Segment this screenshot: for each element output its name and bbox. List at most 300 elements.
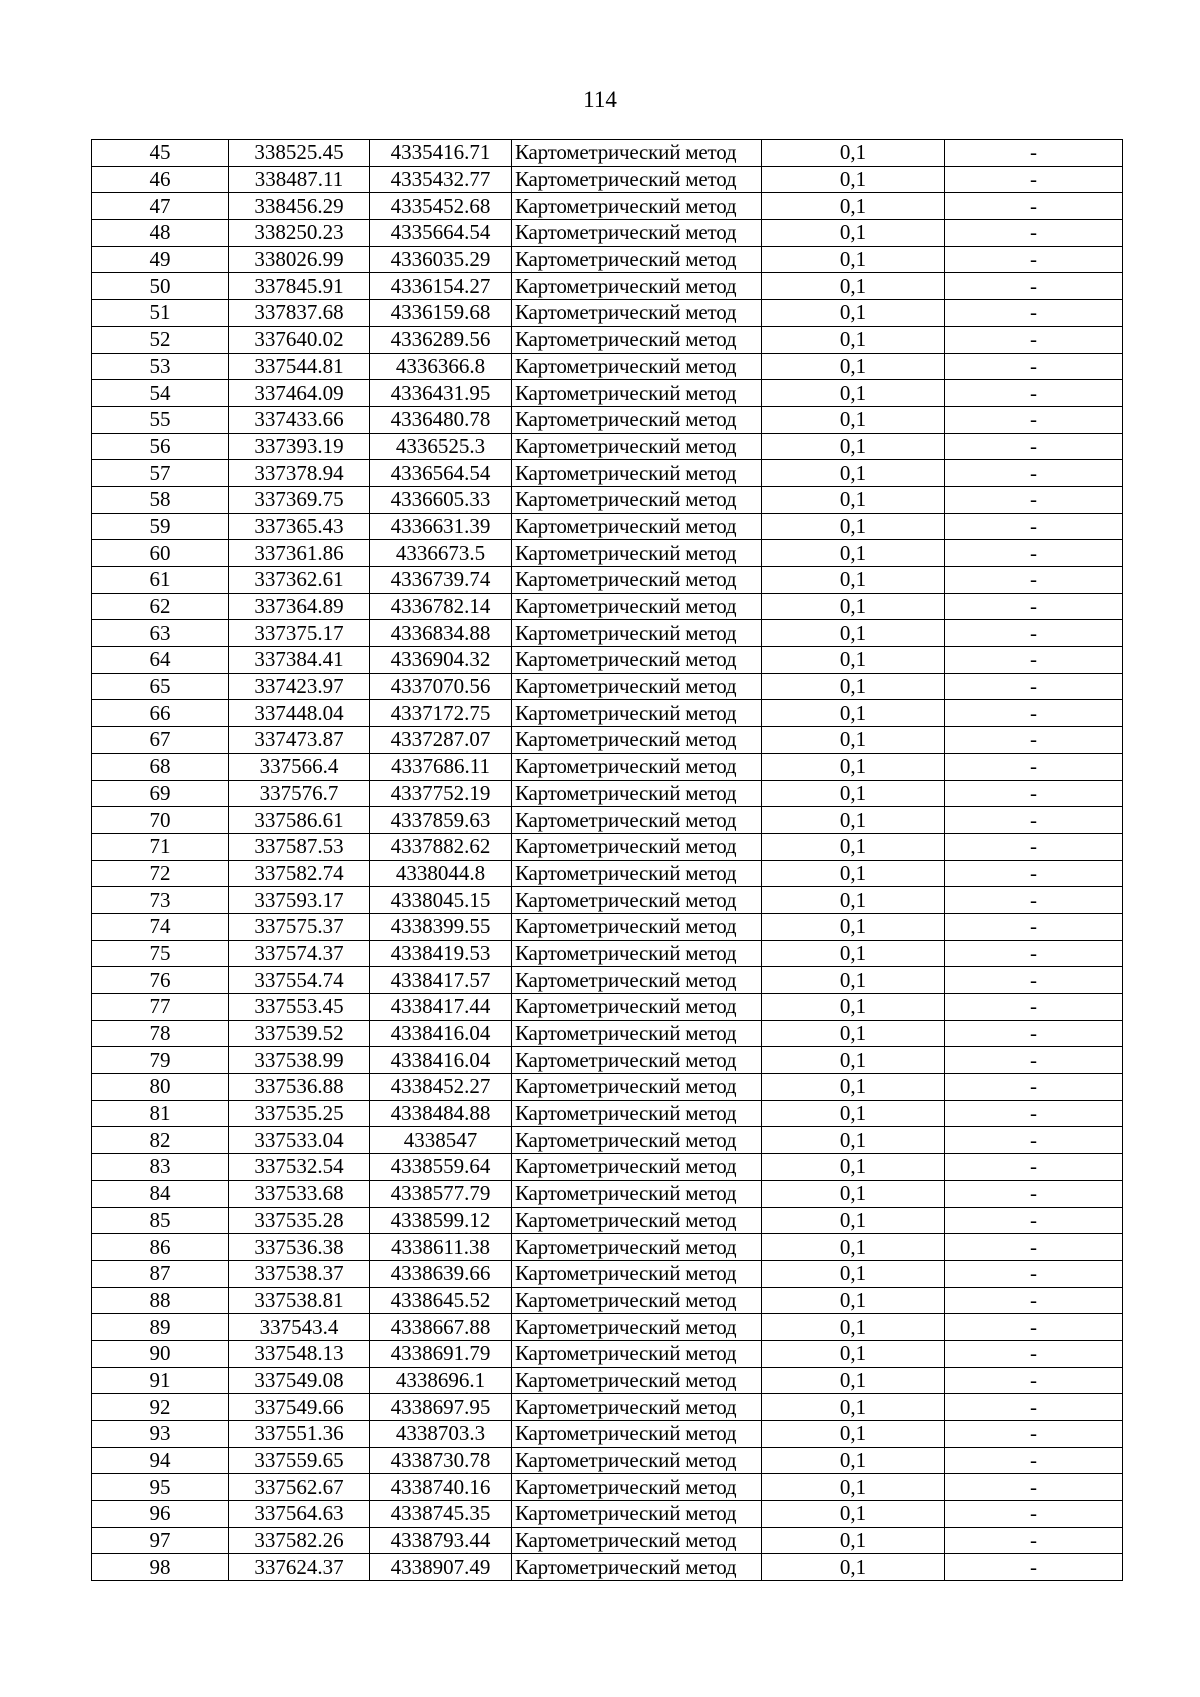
x-coordinate-cell: 337536.88	[229, 1074, 370, 1101]
note-cell: -	[945, 780, 1123, 807]
method-cell: Картометрический метод	[512, 887, 762, 914]
y-coordinate-cell: 4337859.63	[370, 807, 512, 834]
accuracy-cell: 0,1	[762, 166, 945, 193]
method-cell: Картометрический метод	[512, 433, 762, 460]
point-number-cell: 79	[92, 1047, 229, 1074]
point-number-cell: 83	[92, 1154, 229, 1181]
table-row	[92, 246, 1123, 273]
table-row	[92, 166, 1123, 193]
note-cell: -	[945, 1207, 1123, 1234]
accuracy-cell: 0,1	[762, 753, 945, 780]
table-row	[92, 486, 1123, 513]
point-number-cell: 45	[92, 140, 229, 167]
note-cell: -	[945, 486, 1123, 513]
y-coordinate-cell: 4338484.88	[370, 1100, 512, 1127]
y-coordinate-cell: 4336564.54	[370, 460, 512, 487]
accuracy-cell: 0,1	[762, 807, 945, 834]
note-cell: -	[945, 1047, 1123, 1074]
note-cell: -	[945, 1421, 1123, 1448]
note-cell: -	[945, 967, 1123, 994]
accuracy-cell: 0,1	[762, 1447, 945, 1474]
point-number-cell: 58	[92, 486, 229, 513]
x-coordinate-cell: 337640.02	[229, 326, 370, 353]
x-coordinate-cell: 337423.97	[229, 673, 370, 700]
x-coordinate-cell: 337464.09	[229, 380, 370, 407]
x-coordinate-cell: 337554.74	[229, 967, 370, 994]
y-coordinate-cell: 4336480.78	[370, 406, 512, 433]
method-cell: Картометрический метод	[512, 1447, 762, 1474]
accuracy-cell: 0,1	[762, 1020, 945, 1047]
table-row	[92, 1447, 1123, 1474]
y-coordinate-cell: 4338417.44	[370, 994, 512, 1021]
method-cell: Картометрический метод	[512, 1394, 762, 1421]
y-coordinate-cell: 4336366.8	[370, 353, 512, 380]
y-coordinate-cell: 4335452.68	[370, 193, 512, 220]
method-cell: Картометрический метод	[512, 1020, 762, 1047]
note-cell: -	[945, 567, 1123, 594]
method-cell: Картометрический метод	[512, 913, 762, 940]
table-row	[92, 1367, 1123, 1394]
x-coordinate-cell: 337624.37	[229, 1554, 370, 1581]
x-coordinate-cell: 337575.37	[229, 913, 370, 940]
table-row	[92, 1234, 1123, 1261]
y-coordinate-cell: 4338667.88	[370, 1314, 512, 1341]
point-number-cell: 59	[92, 513, 229, 540]
accuracy-cell: 0,1	[762, 833, 945, 860]
y-coordinate-cell: 4336904.32	[370, 647, 512, 674]
table-row	[92, 753, 1123, 780]
point-number-cell: 60	[92, 540, 229, 567]
method-cell: Картометрический метод	[512, 540, 762, 567]
accuracy-cell: 0,1	[762, 727, 945, 754]
accuracy-cell: 0,1	[762, 300, 945, 327]
point-number-cell: 95	[92, 1474, 229, 1501]
table-row	[92, 513, 1123, 540]
note-cell: -	[945, 860, 1123, 887]
note-cell: -	[945, 913, 1123, 940]
y-coordinate-cell: 4338399.55	[370, 913, 512, 940]
x-coordinate-cell: 338456.29	[229, 193, 370, 220]
point-number-cell: 90	[92, 1340, 229, 1367]
note-cell: -	[945, 994, 1123, 1021]
accuracy-cell: 0,1	[762, 380, 945, 407]
point-number-cell: 70	[92, 807, 229, 834]
y-coordinate-cell: 4338417.57	[370, 967, 512, 994]
point-number-cell: 96	[92, 1501, 229, 1528]
x-coordinate-cell: 337369.75	[229, 486, 370, 513]
table-row	[92, 593, 1123, 620]
method-cell: Картометрический метод	[512, 780, 762, 807]
coordinates-table	[91, 139, 1123, 1581]
y-coordinate-cell: 4337752.19	[370, 780, 512, 807]
note-cell: -	[945, 620, 1123, 647]
point-number-cell: 51	[92, 300, 229, 327]
method-cell: Картометрический метод	[512, 1127, 762, 1154]
point-number-cell: 63	[92, 620, 229, 647]
accuracy-cell: 0,1	[762, 460, 945, 487]
point-number-cell: 75	[92, 940, 229, 967]
method-cell: Картометрический метод	[512, 1501, 762, 1528]
accuracy-cell: 0,1	[762, 433, 945, 460]
table-row	[92, 380, 1123, 407]
y-coordinate-cell: 4336782.14	[370, 593, 512, 620]
note-cell: -	[945, 1074, 1123, 1101]
y-coordinate-cell: 4338730.78	[370, 1447, 512, 1474]
table-row	[92, 220, 1123, 247]
x-coordinate-cell: 337536.38	[229, 1234, 370, 1261]
method-cell: Картометрический метод	[512, 753, 762, 780]
table-row	[92, 353, 1123, 380]
x-coordinate-cell: 337538.81	[229, 1287, 370, 1314]
x-coordinate-cell: 337378.94	[229, 460, 370, 487]
note-cell: -	[945, 1447, 1123, 1474]
x-coordinate-cell: 337533.04	[229, 1127, 370, 1154]
x-coordinate-cell: 337559.65	[229, 1447, 370, 1474]
point-number-cell: 87	[92, 1260, 229, 1287]
y-coordinate-cell: 4338611.38	[370, 1234, 512, 1261]
table-row	[92, 460, 1123, 487]
accuracy-cell: 0,1	[762, 887, 945, 914]
point-number-cell: 91	[92, 1367, 229, 1394]
accuracy-cell: 0,1	[762, 1207, 945, 1234]
point-number-cell: 97	[92, 1527, 229, 1554]
point-number-cell: 84	[92, 1180, 229, 1207]
table-row	[92, 1127, 1123, 1154]
table-row	[92, 406, 1123, 433]
accuracy-cell: 0,1	[762, 1367, 945, 1394]
note-cell: -	[945, 460, 1123, 487]
x-coordinate-cell: 337364.89	[229, 593, 370, 620]
point-number-cell: 93	[92, 1421, 229, 1448]
x-coordinate-cell: 338487.11	[229, 166, 370, 193]
y-coordinate-cell: 4336289.56	[370, 326, 512, 353]
table-row	[92, 913, 1123, 940]
method-cell: Картометрический метод	[512, 513, 762, 540]
method-cell: Картометрический метод	[512, 1314, 762, 1341]
method-cell: Картометрический метод	[512, 1260, 762, 1287]
table-row	[92, 1020, 1123, 1047]
page-number: 114	[583, 87, 617, 112]
table-row	[92, 193, 1123, 220]
note-cell: -	[945, 1234, 1123, 1261]
method-cell: Картометрический метод	[512, 1340, 762, 1367]
method-cell: Картометрический метод	[512, 1154, 762, 1181]
method-cell: Картометрический метод	[512, 1180, 762, 1207]
method-cell: Картометрический метод	[512, 460, 762, 487]
point-number-cell: 64	[92, 647, 229, 674]
table-row	[92, 300, 1123, 327]
table-row	[92, 326, 1123, 353]
point-number-cell: 71	[92, 833, 229, 860]
accuracy-cell: 0,1	[762, 780, 945, 807]
accuracy-cell: 0,1	[762, 1287, 945, 1314]
accuracy-cell: 0,1	[762, 700, 945, 727]
note-cell: -	[945, 1554, 1123, 1581]
note-cell: -	[945, 1474, 1123, 1501]
x-coordinate-cell: 337553.45	[229, 994, 370, 1021]
point-number-cell: 49	[92, 246, 229, 273]
x-coordinate-cell: 337393.19	[229, 433, 370, 460]
x-coordinate-cell: 338525.45	[229, 140, 370, 167]
note-cell: -	[945, 513, 1123, 540]
method-cell: Картометрический метод	[512, 620, 762, 647]
y-coordinate-cell: 4338416.04	[370, 1047, 512, 1074]
method-cell: Картометрический метод	[512, 1527, 762, 1554]
point-number-cell: 76	[92, 967, 229, 994]
note-cell: -	[945, 166, 1123, 193]
y-coordinate-cell: 4338793.44	[370, 1527, 512, 1554]
table-row	[92, 860, 1123, 887]
accuracy-cell: 0,1	[762, 273, 945, 300]
point-number-cell: 69	[92, 780, 229, 807]
table-row	[92, 1527, 1123, 1554]
point-number-cell: 61	[92, 567, 229, 594]
method-cell: Картометрический метод	[512, 246, 762, 273]
accuracy-cell: 0,1	[762, 1421, 945, 1448]
point-number-cell: 54	[92, 380, 229, 407]
accuracy-cell: 0,1	[762, 673, 945, 700]
y-coordinate-cell: 4337882.62	[370, 833, 512, 860]
note-cell: -	[945, 673, 1123, 700]
x-coordinate-cell: 337532.54	[229, 1154, 370, 1181]
y-coordinate-cell: 4336739.74	[370, 567, 512, 594]
accuracy-cell: 0,1	[762, 1314, 945, 1341]
point-number-cell: 86	[92, 1234, 229, 1261]
x-coordinate-cell: 337535.28	[229, 1207, 370, 1234]
accuracy-cell: 0,1	[762, 220, 945, 247]
method-cell: Картометрический метод	[512, 1474, 762, 1501]
method-cell: Картометрический метод	[512, 727, 762, 754]
accuracy-cell: 0,1	[762, 913, 945, 940]
table-row	[92, 1100, 1123, 1127]
accuracy-cell: 0,1	[762, 1260, 945, 1287]
x-coordinate-cell: 337845.91	[229, 273, 370, 300]
point-number-cell: 88	[92, 1287, 229, 1314]
y-coordinate-cell: 4336035.29	[370, 246, 512, 273]
y-coordinate-cell: 4336159.68	[370, 300, 512, 327]
note-cell: -	[945, 1287, 1123, 1314]
note-cell: -	[945, 1180, 1123, 1207]
y-coordinate-cell: 4338599.12	[370, 1207, 512, 1234]
x-coordinate-cell: 337362.61	[229, 567, 370, 594]
y-coordinate-cell: 4338907.49	[370, 1554, 512, 1581]
accuracy-cell: 0,1	[762, 513, 945, 540]
x-coordinate-cell: 337448.04	[229, 700, 370, 727]
note-cell: -	[945, 433, 1123, 460]
y-coordinate-cell: 4337172.75	[370, 700, 512, 727]
method-cell: Картометрический метод	[512, 567, 762, 594]
table-row	[92, 807, 1123, 834]
note-cell: -	[945, 647, 1123, 674]
point-number-cell: 67	[92, 727, 229, 754]
method-cell: Картометрический метод	[512, 593, 762, 620]
point-number-cell: 85	[92, 1207, 229, 1234]
x-coordinate-cell: 337566.4	[229, 753, 370, 780]
note-cell: -	[945, 1394, 1123, 1421]
point-number-cell: 65	[92, 673, 229, 700]
method-cell: Картометрический метод	[512, 220, 762, 247]
y-coordinate-cell: 4338559.64	[370, 1154, 512, 1181]
method-cell: Картометрический метод	[512, 406, 762, 433]
accuracy-cell: 0,1	[762, 593, 945, 620]
method-cell: Картометрический метод	[512, 140, 762, 167]
point-number-cell: 53	[92, 353, 229, 380]
note-cell: -	[945, 353, 1123, 380]
x-coordinate-cell: 337564.63	[229, 1501, 370, 1528]
table-row	[92, 1180, 1123, 1207]
accuracy-cell: 0,1	[762, 1047, 945, 1074]
note-cell: -	[945, 727, 1123, 754]
point-number-cell: 46	[92, 166, 229, 193]
table-row	[92, 567, 1123, 594]
point-number-cell: 56	[92, 433, 229, 460]
x-coordinate-cell: 337539.52	[229, 1020, 370, 1047]
y-coordinate-cell: 4336431.95	[370, 380, 512, 407]
x-coordinate-cell: 338250.23	[229, 220, 370, 247]
table-row	[92, 780, 1123, 807]
accuracy-cell: 0,1	[762, 353, 945, 380]
method-cell: Картометрический метод	[512, 967, 762, 994]
accuracy-cell: 0,1	[762, 1474, 945, 1501]
x-coordinate-cell: 337548.13	[229, 1340, 370, 1367]
x-coordinate-cell: 337593.17	[229, 887, 370, 914]
y-coordinate-cell: 4338645.52	[370, 1287, 512, 1314]
y-coordinate-cell: 4338691.79	[370, 1340, 512, 1367]
table-row	[92, 140, 1123, 167]
table-row	[92, 1474, 1123, 1501]
x-coordinate-cell: 337365.43	[229, 513, 370, 540]
method-cell: Картометрический метод	[512, 807, 762, 834]
x-coordinate-cell: 337544.81	[229, 353, 370, 380]
x-coordinate-cell: 337533.68	[229, 1180, 370, 1207]
table-row	[92, 1340, 1123, 1367]
accuracy-cell: 0,1	[762, 940, 945, 967]
x-coordinate-cell: 337361.86	[229, 540, 370, 567]
table-row	[92, 1074, 1123, 1101]
note-cell: -	[945, 1340, 1123, 1367]
accuracy-cell: 0,1	[762, 647, 945, 674]
point-number-cell: 55	[92, 406, 229, 433]
coordinates-table-body	[92, 140, 1123, 1581]
point-number-cell: 78	[92, 1020, 229, 1047]
method-cell: Картометрический метод	[512, 1234, 762, 1261]
method-cell: Картометрический метод	[512, 940, 762, 967]
method-cell: Картометрический метод	[512, 380, 762, 407]
accuracy-cell: 0,1	[762, 540, 945, 567]
table-row	[92, 994, 1123, 1021]
accuracy-cell: 0,1	[762, 326, 945, 353]
method-cell: Картометрический метод	[512, 647, 762, 674]
y-coordinate-cell: 4336154.27	[370, 273, 512, 300]
y-coordinate-cell: 4338703.3	[370, 1421, 512, 1448]
point-number-cell: 52	[92, 326, 229, 353]
accuracy-cell: 0,1	[762, 1154, 945, 1181]
note-cell: -	[945, 1020, 1123, 1047]
x-coordinate-cell: 337473.87	[229, 727, 370, 754]
y-coordinate-cell: 4335432.77	[370, 166, 512, 193]
table-row	[92, 620, 1123, 647]
note-cell: -	[945, 700, 1123, 727]
note-cell: -	[945, 940, 1123, 967]
table-row	[92, 727, 1123, 754]
method-cell: Картометрический метод	[512, 300, 762, 327]
x-coordinate-cell: 337574.37	[229, 940, 370, 967]
accuracy-cell: 0,1	[762, 140, 945, 167]
y-coordinate-cell: 4338740.16	[370, 1474, 512, 1501]
point-number-cell: 82	[92, 1127, 229, 1154]
accuracy-cell: 0,1	[762, 1554, 945, 1581]
accuracy-cell: 0,1	[762, 1074, 945, 1101]
point-number-cell: 92	[92, 1394, 229, 1421]
x-coordinate-cell: 337375.17	[229, 620, 370, 647]
x-coordinate-cell: 338026.99	[229, 246, 370, 273]
y-coordinate-cell: 4338639.66	[370, 1260, 512, 1287]
accuracy-cell: 0,1	[762, 406, 945, 433]
note-cell: -	[945, 273, 1123, 300]
x-coordinate-cell: 337551.36	[229, 1421, 370, 1448]
accuracy-cell: 0,1	[762, 486, 945, 513]
y-coordinate-cell: 4337287.07	[370, 727, 512, 754]
x-coordinate-cell: 337576.7	[229, 780, 370, 807]
note-cell: -	[945, 1314, 1123, 1341]
point-number-cell: 81	[92, 1100, 229, 1127]
y-coordinate-cell: 4338452.27	[370, 1074, 512, 1101]
table-row	[92, 540, 1123, 567]
table-row	[92, 1207, 1123, 1234]
method-cell: Картометрический метод	[512, 1287, 762, 1314]
method-cell: Картометрический метод	[512, 860, 762, 887]
method-cell: Картометрический метод	[512, 273, 762, 300]
point-number-cell: 89	[92, 1314, 229, 1341]
y-coordinate-cell: 4338577.79	[370, 1180, 512, 1207]
accuracy-cell: 0,1	[762, 1234, 945, 1261]
note-cell: -	[945, 833, 1123, 860]
accuracy-cell: 0,1	[762, 567, 945, 594]
note-cell: -	[945, 1367, 1123, 1394]
method-cell: Картометрический метод	[512, 1100, 762, 1127]
note-cell: -	[945, 807, 1123, 834]
table-row	[92, 1287, 1123, 1314]
point-number-cell: 48	[92, 220, 229, 247]
y-coordinate-cell: 4338745.35	[370, 1501, 512, 1528]
x-coordinate-cell: 337433.66	[229, 406, 370, 433]
y-coordinate-cell: 4336631.39	[370, 513, 512, 540]
accuracy-cell: 0,1	[762, 967, 945, 994]
point-number-cell: 73	[92, 887, 229, 914]
table-row	[92, 1421, 1123, 1448]
accuracy-cell: 0,1	[762, 620, 945, 647]
method-cell: Картометрический метод	[512, 673, 762, 700]
y-coordinate-cell: 4336525.3	[370, 433, 512, 460]
y-coordinate-cell: 4338416.04	[370, 1020, 512, 1047]
table-row	[92, 887, 1123, 914]
x-coordinate-cell: 337582.74	[229, 860, 370, 887]
method-cell: Картометрический метод	[512, 833, 762, 860]
note-cell: -	[945, 300, 1123, 327]
y-coordinate-cell: 4338044.8	[370, 860, 512, 887]
table-row	[92, 1314, 1123, 1341]
table-row	[92, 1501, 1123, 1528]
accuracy-cell: 0,1	[762, 1100, 945, 1127]
table-row	[92, 967, 1123, 994]
method-cell: Картометрический метод	[512, 326, 762, 353]
note-cell: -	[945, 140, 1123, 167]
x-coordinate-cell: 337538.37	[229, 1260, 370, 1287]
point-number-cell: 77	[92, 994, 229, 1021]
table-row	[92, 673, 1123, 700]
point-number-cell: 62	[92, 593, 229, 620]
method-cell: Картометрический метод	[512, 1074, 762, 1101]
